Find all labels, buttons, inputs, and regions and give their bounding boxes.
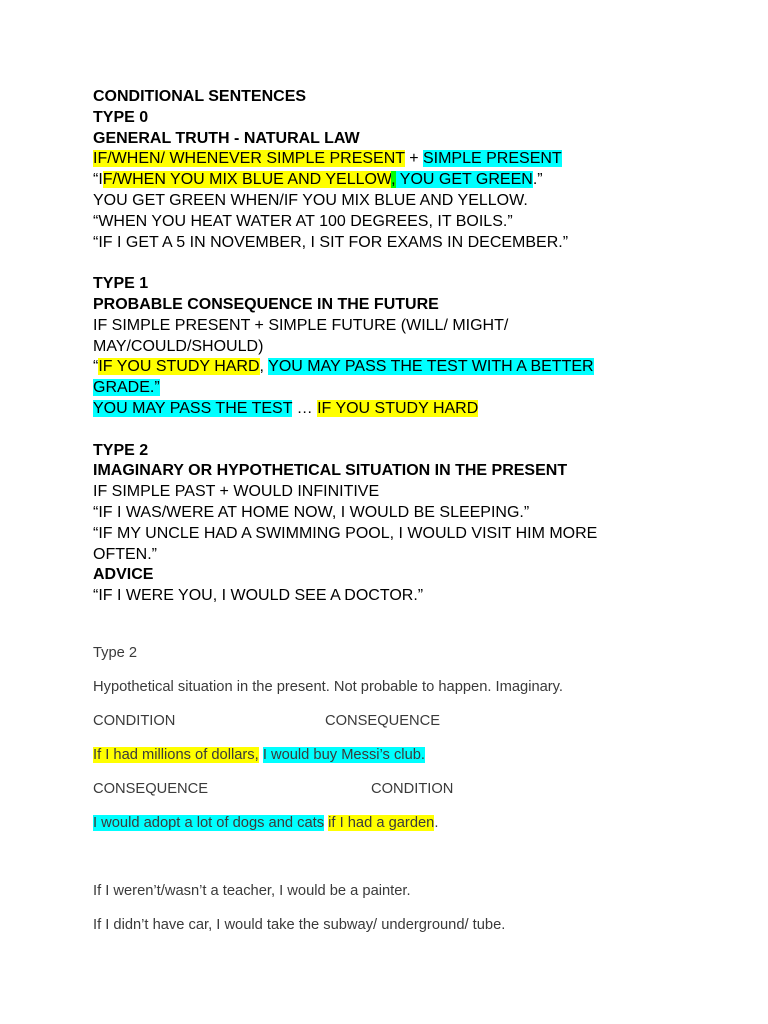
- type1-example-1-cont: [93, 378, 733, 399]
- notes-title: Type 2: [93, 645, 138, 661]
- type1-ex1-result: YOU MAY PASS THE TEST WITH A BETTER: [268, 358, 594, 376]
- notes-description: Hypothetical situation in the present. Not probable to happen. Imaginary.: [93, 679, 564, 695]
- quote-close: .”: [532, 171, 543, 189]
- type2-example-2-line2: OFTEN.”: [93, 545, 157, 563]
- type1-title: TYPE 1: [93, 275, 149, 293]
- notes-ex2-condition: if I had a garden: [328, 815, 435, 831]
- advice-example: “IF I WERE YOU, I WOULD SEE A DOCTOR.”: [93, 587, 424, 605]
- notes-example-4: If I didn’t have car, I would take the subway/ underground/ tube.: [93, 917, 506, 933]
- type2-formula: IF SIMPLE PAST + WOULD INFINITIVE: [93, 483, 380, 501]
- type2-example-1: “IF I WAS/WERE AT HOME NOW, I WOULD BE SLEEPING.”: [93, 503, 530, 521]
- notes-ex1-consequence: I would buy Messi’s club.: [262, 747, 425, 763]
- notes-ex2-consequence: I would adopt a lot of dogs and cats: [93, 815, 325, 831]
- doc-heading: CONDITIONAL SENTENCES: [93, 88, 307, 105]
- type0-ex1-comma: ,: [391, 171, 396, 189]
- notes-ex2-period: .: [434, 815, 439, 831]
- notes-header-2: [93, 780, 453, 798]
- type1-formula-line2: MAY/COULD/SHOULD): [93, 337, 264, 355]
- quote-open: “I: [93, 171, 103, 189]
- notes-example-2: [93, 814, 438, 832]
- advice-title: ADVICE: [93, 566, 154, 584]
- type1-ex2-ellipsis: …: [292, 399, 318, 417]
- type0-subtitle: GENERAL TRUTH - NATURAL LAW: [93, 129, 360, 147]
- type1-example-1: [93, 357, 733, 378]
- notes-header-1: [93, 712, 440, 730]
- type2-example-2-line1: “IF MY UNCLE HAD A SWIMMING POOL, I WOULD VISIT HIM MORE: [93, 524, 598, 542]
- type0-ex1-condition: F/WHEN YOU MIX BLUE AND YELLOW: [102, 171, 392, 189]
- type0-formula: [93, 149, 733, 170]
- type1-ex2-result: YOU MAY PASS THE TEST: [93, 399, 293, 417]
- type1-formula-line1: IF SIMPLE PRESENT + SIMPLE FUTURE (WILL/ MIGHT/: [93, 316, 509, 334]
- type0-example-2: YOU GET GREEN WHEN/IF YOU MIX BLUE AND YELLOW.: [93, 191, 528, 209]
- type2-title: TYPE 2: [93, 441, 149, 459]
- type0-ex1-result: YOU GET GREEN: [395, 171, 533, 189]
- type0-formula-plus: +: [404, 150, 423, 168]
- type2-subtitle: IMAGINARY OR HYPOTHETICAL SITUATION IN THE PRESENT: [93, 462, 568, 480]
- header-condition: CONDITION: [371, 781, 454, 797]
- type0-example-3: “WHEN YOU HEAT WATER AT 100 DEGREES, IT BOILS.”: [93, 212, 513, 230]
- spacer: [93, 253, 733, 274]
- type1-example-2: [93, 399, 733, 420]
- type0-example-1: [93, 170, 733, 191]
- spacer: [93, 420, 733, 441]
- header-consequence: CONSEQUENCE: [325, 713, 441, 729]
- upper-section: [93, 87, 733, 607]
- type0-formula-condition: IF/WHEN/ WHENEVER SIMPLE PRESENT: [93, 150, 405, 168]
- notes-example-1: [93, 746, 425, 764]
- type1-ex1-condition: IF YOU STUDY HARD: [98, 358, 260, 376]
- type1-subtitle: PROBABLE CONSEQUENCE IN THE FUTURE: [93, 295, 439, 313]
- type1-ex2-condition: IF YOU STUDY HARD: [317, 399, 479, 417]
- type0-example-4: “IF I GET A 5 IN NOVEMBER, I SIT FOR EXAMS IN DECEMBER.”: [93, 233, 569, 251]
- type1-ex1-comma: ,: [259, 358, 269, 376]
- header-condition: CONDITION: [93, 713, 176, 729]
- type0-title: TYPE 0: [93, 108, 149, 126]
- notes-example-3: If I weren’t/wasn’t a teacher, I would be a painter.: [93, 883, 411, 899]
- notes-ex1-condition: If I had millions of dollars,: [93, 747, 259, 763]
- quote-open: “: [93, 358, 99, 376]
- type0-formula-result: SIMPLE PRESENT: [422, 150, 562, 168]
- header-consequence: CONSEQUENCE: [93, 781, 209, 797]
- type1-ex1-result-cont: GRADE.”: [93, 379, 160, 397]
